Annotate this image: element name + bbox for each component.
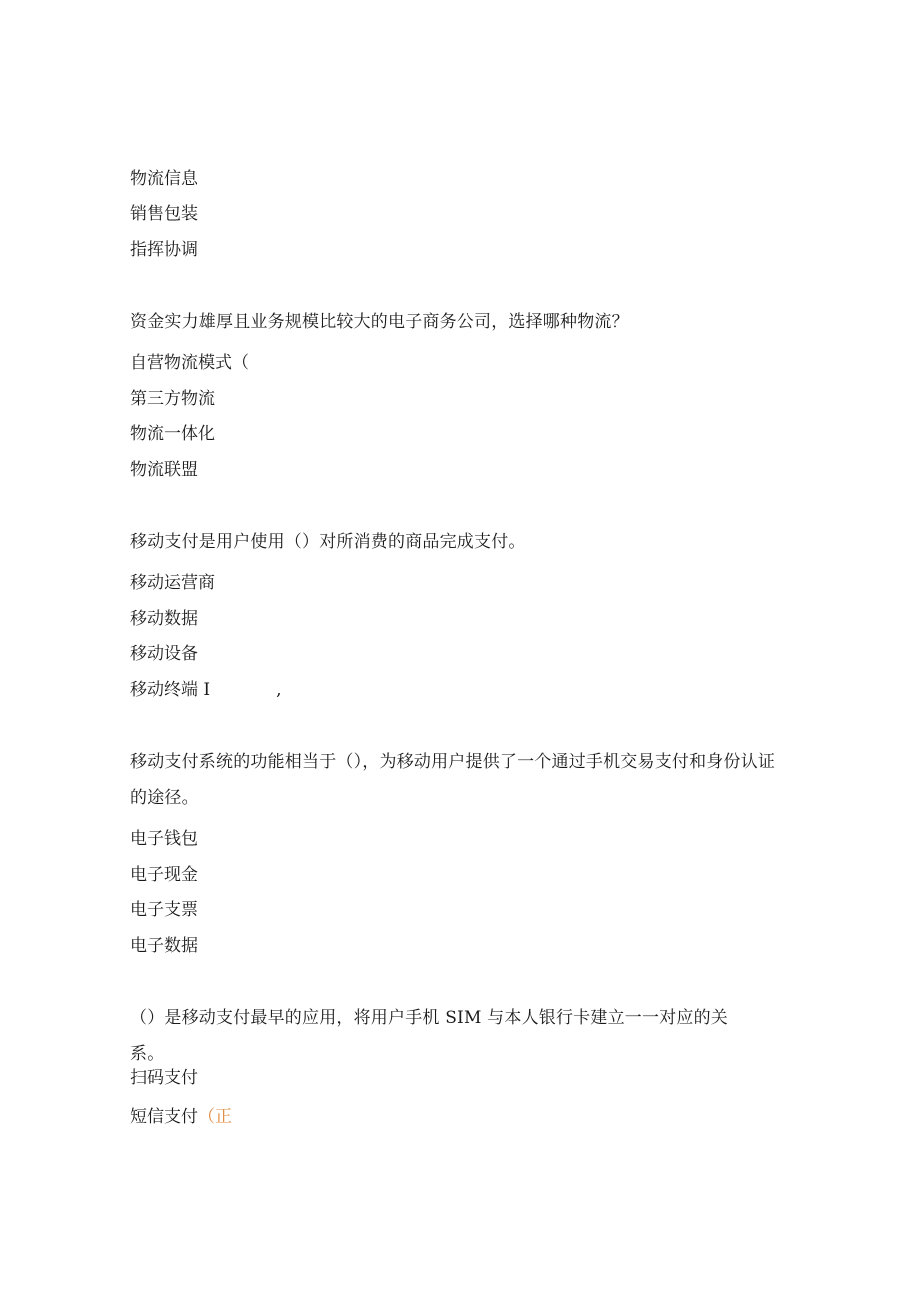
question-text-continued: 的途径。 xyxy=(130,788,199,808)
option-text: 扫码支付 xyxy=(130,1068,198,1088)
option-text: 物流信息 xyxy=(130,169,198,189)
question-text: 移动支付是用户使用（）对所消费的商品完成支付。 xyxy=(130,532,526,552)
question-text-continued: 系。 xyxy=(130,1044,165,1064)
option-row xyxy=(130,679,282,701)
option-text: 电子支票 xyxy=(130,900,198,920)
answer-mark: （正 xyxy=(198,1107,232,1127)
option-text: 短信支付 xyxy=(130,1107,198,1127)
question-text: 资金实力雄厚且业务规模比较大的电子商务公司，选择哪种物流？ xyxy=(130,312,629,332)
option-text: 移动运营商 xyxy=(130,573,215,593)
option-text: 电子现金 xyxy=(130,865,198,885)
option-text: 物流联盟 xyxy=(130,460,198,480)
option-text: 电子钱包 xyxy=(130,829,198,849)
option-text: 移动设备 xyxy=(130,644,198,664)
option-text: 电子数据 xyxy=(130,936,198,956)
option-text: 移动数据 xyxy=(130,609,198,629)
question-text: （）是移动支付最早的应用，将用户手机 SIM 与本人银行卡建立一一对应的关 xyxy=(130,1008,728,1028)
option-text: 物流一体化 xyxy=(130,424,215,444)
option-text: 自营物流模式（ xyxy=(130,353,249,373)
option-row xyxy=(130,1106,232,1128)
question-text: 移动支付系统的功能相当于（），为移动用户提供了一个通过手机交易支付和身份认证 xyxy=(130,752,776,772)
option-text: 移动终端 I xyxy=(130,680,211,700)
trailing-mark: , xyxy=(276,680,282,700)
option-text: 销售包装 xyxy=(130,204,198,224)
option-text: 第三方物流 xyxy=(130,389,215,409)
option-text: 指挥协调 xyxy=(130,240,198,260)
